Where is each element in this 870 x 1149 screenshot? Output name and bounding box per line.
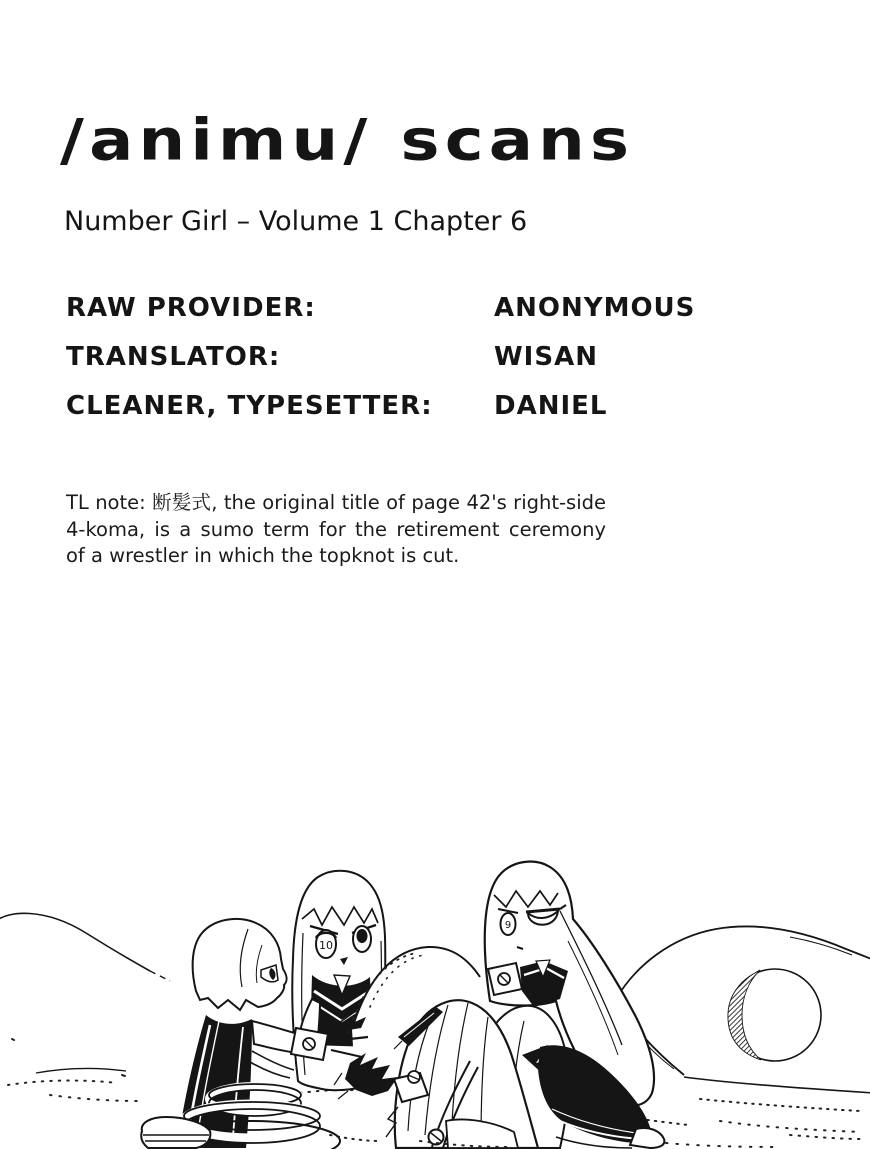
tl-note: TL note: 断髪式, the original title of page 42's right-side 4-koma, is a sumo term for the retirement ceremony of a wrestler in which the topknot is cut. (66, 491, 606, 568)
credit-value: ANONYMOUS (494, 292, 696, 323)
eye-number-9: 9 (504, 920, 512, 931)
credit-row (66, 283, 706, 332)
credits-section (66, 283, 706, 430)
sun-ring (728, 969, 821, 1061)
manga-illustration (0, 849, 870, 1149)
credit-label: RAW PROVIDER: (66, 292, 316, 323)
scan-group-title: /animu/ scans (60, 107, 635, 174)
credit-row (66, 381, 706, 430)
eye-number-10: 10 (319, 939, 333, 952)
manga-illustration-svg (0, 849, 870, 1149)
credit-row (66, 332, 706, 381)
credit-label: TRANSLATOR: (66, 341, 281, 372)
credit-label: CLEANER, TYPESETTER: (66, 390, 433, 421)
credit-value: DANIEL (494, 390, 608, 421)
chapter-subtitle: Number Girl – Volume 1 Chapter 6 (64, 206, 528, 237)
credit-value: WISAN (494, 341, 598, 372)
